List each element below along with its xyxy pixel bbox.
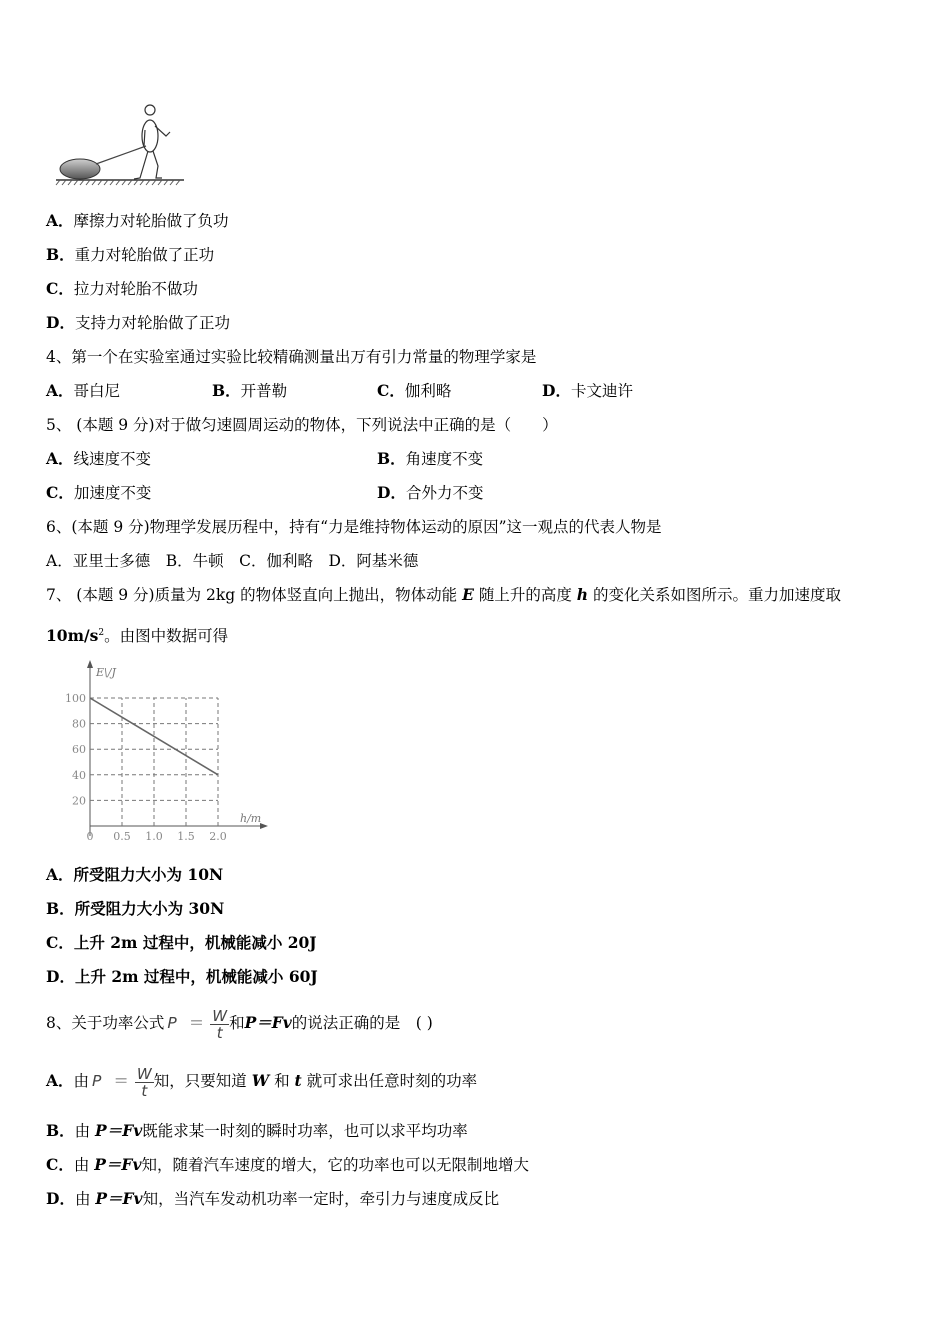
q6-stem: 6、(本题 9 分)物理学发展历程中，持有“力是维持物体运动的原因”这一观点的代表人物是 [46,518,662,536]
option-label: D． [542,381,571,400]
option-label: C． [46,483,74,502]
option-text: 角速度不变 [405,450,484,468]
option-text: 合外力不变 [405,484,484,502]
person [134,105,170,179]
option-label: D． [46,313,75,332]
option-label: D． [46,967,75,986]
option-text: 卡文迪许 [570,382,633,400]
series-line-ek [90,698,218,775]
option-label: B． [212,381,241,400]
y-tick-label: 100 [65,692,86,705]
option-text: 加速度不变 [73,484,152,502]
option-text: 重力对轮胎做了正功 [74,246,215,264]
q6-options: A．亚里士多德 B．牛顿 C．伽利略 D．阿基米德 [46,552,419,570]
x-tick-label: 2.0 [209,830,227,843]
q8-option-D: D．由 P＝Fv知，当汽车发动机功率一定时，牵引力与速度成反比 [46,1189,500,1208]
var-h: h [576,585,589,604]
option-label: B． [46,899,75,918]
y-tick-label: 20 [72,794,86,808]
var-E: E [462,585,474,604]
y-tick-label: 60 [72,743,86,757]
option-label: C． [46,933,74,952]
fraction-W-over-t: $\frac{W}{t}$ [212,1006,228,1042]
option-text: 伽利略 [404,382,452,400]
option-label: A． [46,449,74,468]
y-tick-label: 40 [72,768,86,782]
x-tick-label: 0 [86,830,94,843]
q8-stem: 8、关于功率公式 P ＝ $\frac{W}{t}$ 和P＝Fv的说法正确的是 ( ) [46,1006,433,1042]
option-label: A． [46,211,74,230]
tire-pulling-figure [52,100,192,190]
option-text: 上升 2m 过程中，机械能减小 60J [74,967,318,986]
y-axis-arrow [87,660,93,668]
option-text: 所受阻力大小为 10N [73,865,224,884]
q8-option-C: C．由 P＝Fv知，随着汽车速度的增大，它的功率也可以无限制地增大 [46,1155,529,1174]
q8-option-B: B．由 P＝Fv既能求某一时刻的瞬时功率，也可以求平均功率 [46,1121,468,1140]
option-label: C． [46,279,74,298]
option-text: 上升 2m 过程中，机械能减小 20J [73,933,317,952]
option-text: 摩擦力对轮胎做了负功 [73,212,229,230]
x-tick-label: 1.5 [177,830,195,843]
q8-option-A: A．由 P ＝ $\frac{W}{t}$ 知，只要知道 W 和 t 就可求出任意时刻的功率 [46,1064,478,1100]
option-text: 支持力对轮胎做了正功 [74,314,230,332]
option-text: 开普勒 [240,382,288,400]
ek-height-chart [58,656,268,846]
rope [96,146,146,164]
y-tick-label: 80 [72,717,86,731]
option-label: A． [46,865,74,884]
option-text: 线速度不变 [73,450,152,468]
q7-stem-line2: $10m/s^2$。由图中数据可得 [46,626,229,646]
option-text: 哥白尼 [73,382,121,400]
y-axis-label: E\/J [96,666,116,679]
option-label: B． [46,245,75,264]
q5-stem: 5、 (本题 9 分)对于做匀速圆周运动的物体，下列说法中正确的是（ ） [46,416,558,434]
option-label: A． [46,381,74,400]
x-axis-label: h/m [240,812,262,825]
option-text: 拉力对轮胎不做功 [73,280,198,298]
option-label: B． [377,449,406,468]
option-label: C． [377,381,405,400]
x-tick-label: 0.5 [113,830,131,843]
q4-stem: 4、第一个在实验室通过实验比较精确测量出万有引力常量的物理学家是 [46,348,537,366]
tire [60,159,100,179]
option-label: D． [377,483,406,502]
option-text: 所受阻力大小为 30N [74,899,225,918]
x-tick-label: 1.0 [145,830,163,843]
q7-stem-line1: 7、 (本题 9 分)质量为 2kg 的物体竖直向上抛出，物体动能 E 随上升的高度 h 的变化关系如图所示。重力加速度取 [46,585,842,604]
